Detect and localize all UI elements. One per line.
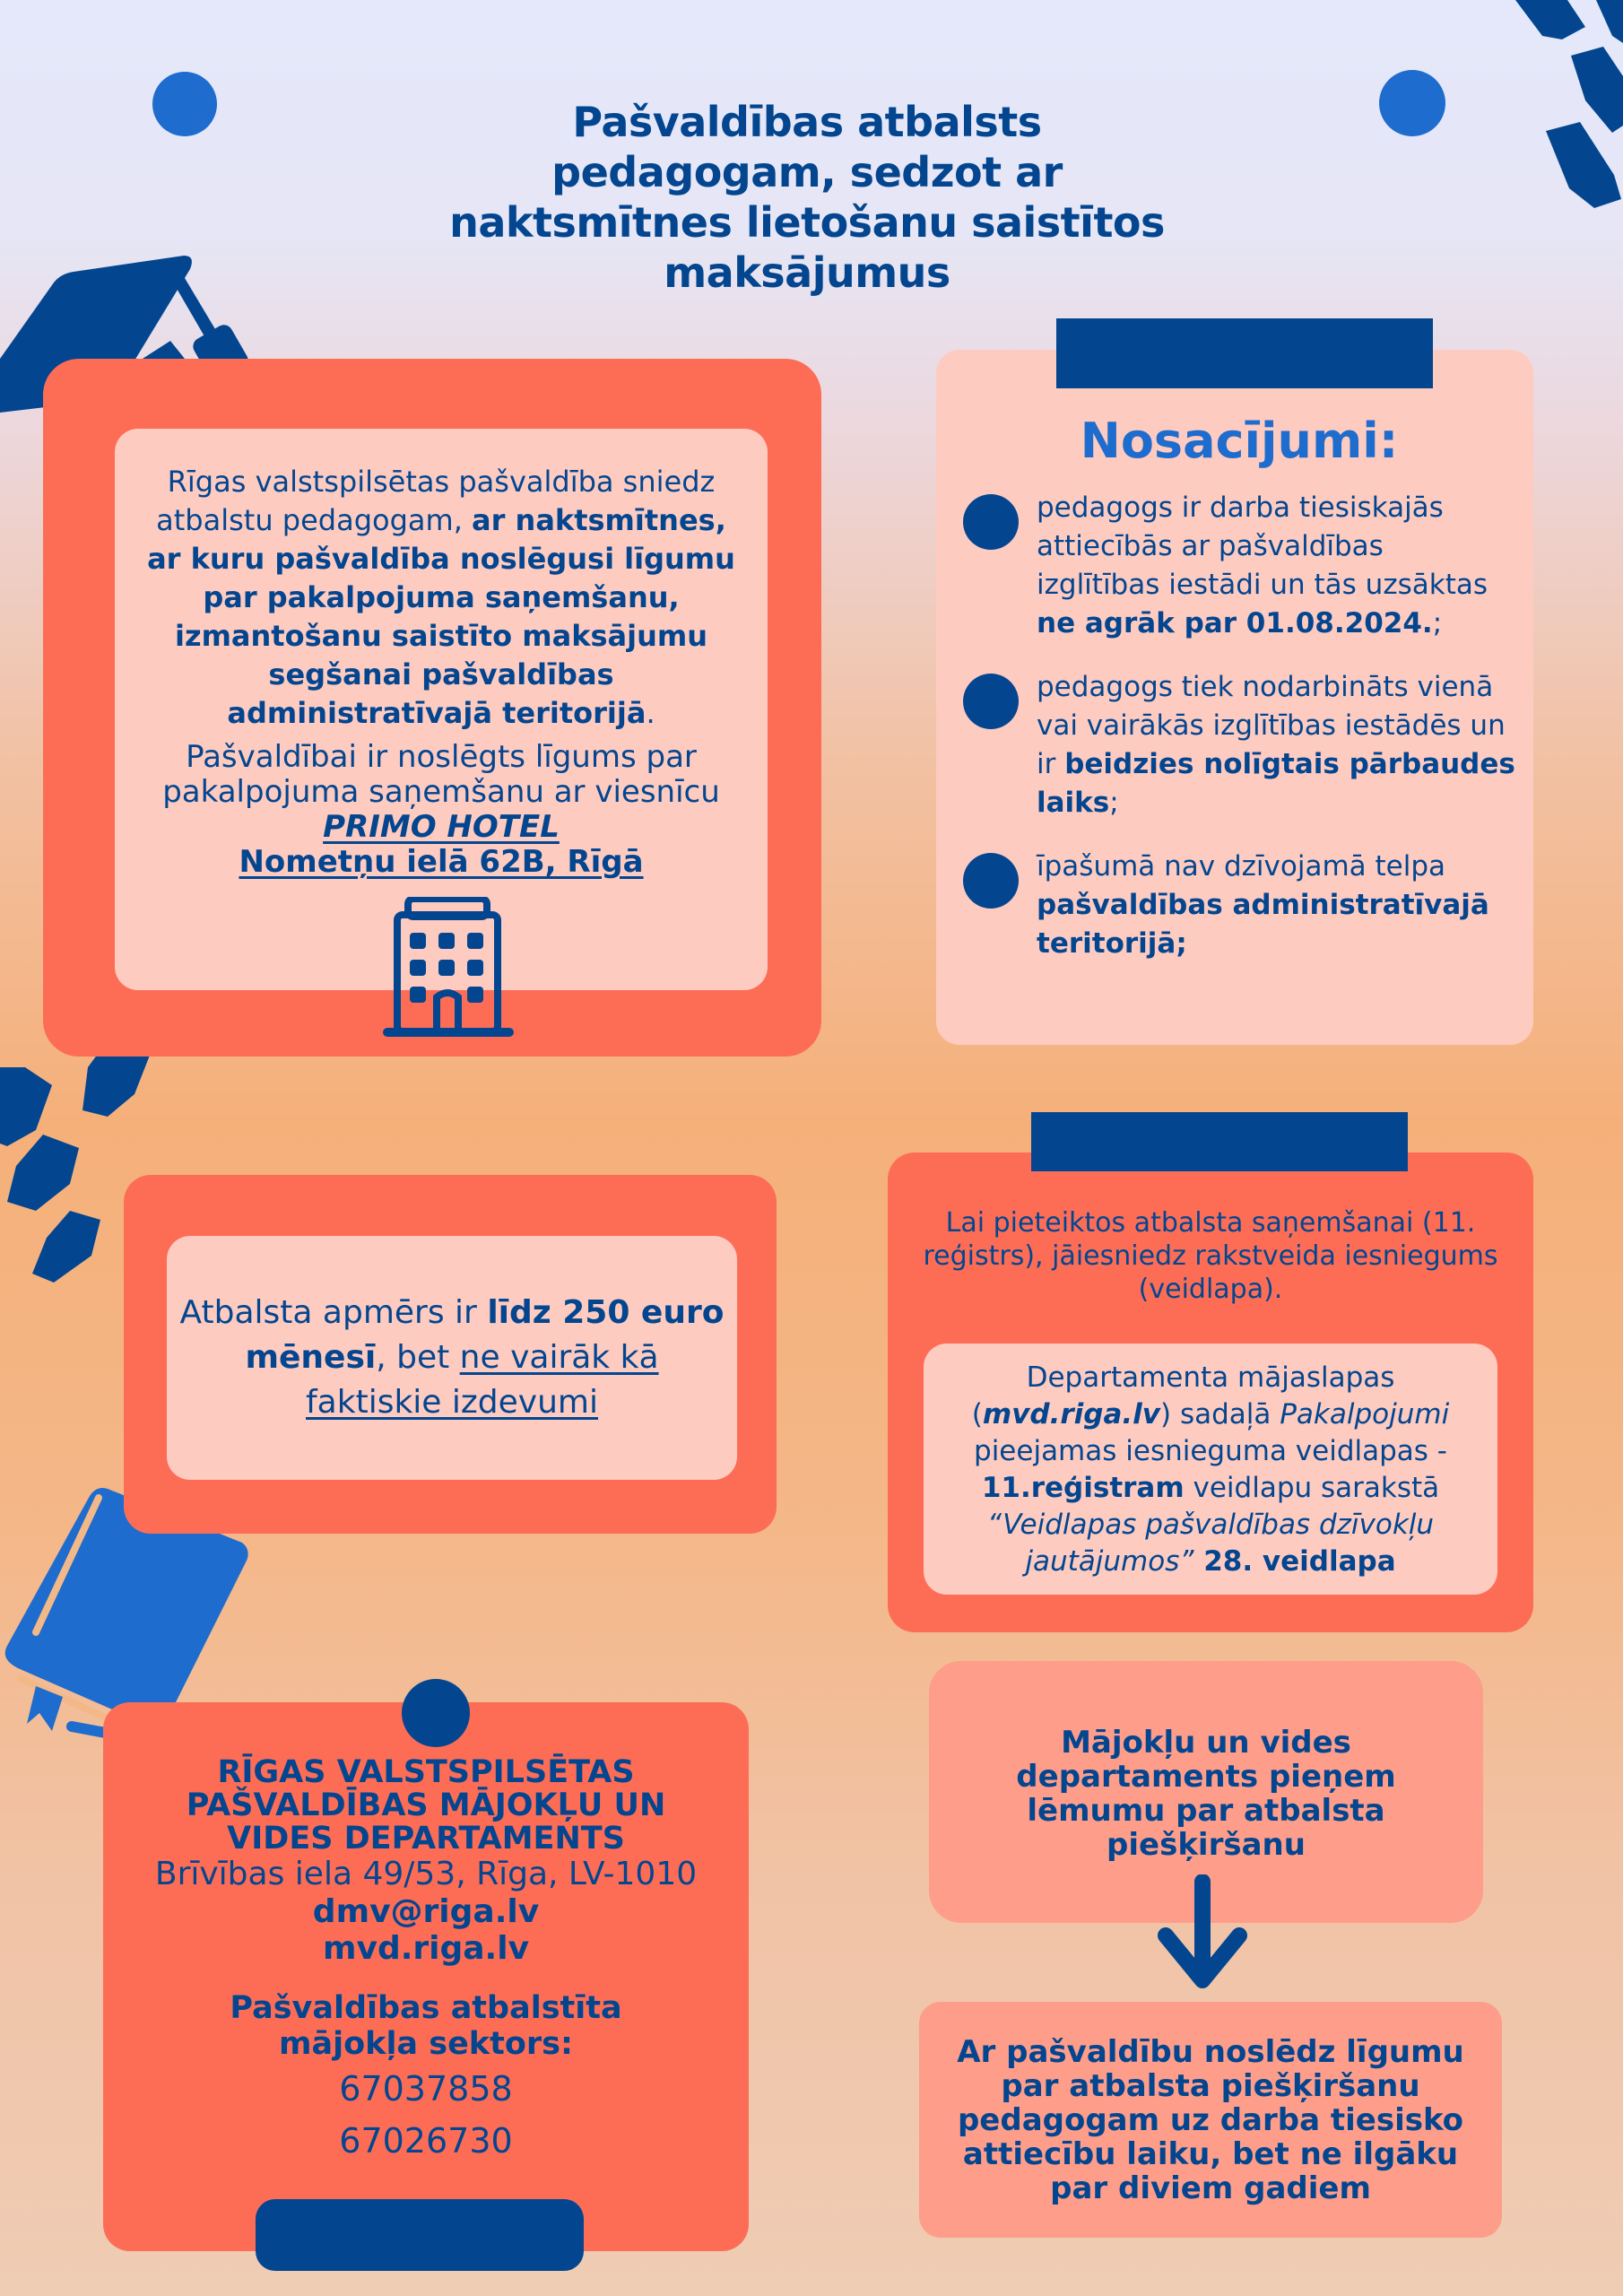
flow-step-agreement: Ar pašvaldību noslēdz līgumu par atbalsta piešķiršanu pedagogam uz darba tiesisko attiecību laiku, bet ne ilgāku par diviem gadiem bbox=[919, 2002, 1502, 2238]
arrow-down-icon bbox=[1153, 1874, 1252, 1991]
hotel-address-link[interactable]: Nometņu ielā 62B, Rīgā bbox=[239, 844, 644, 880]
hotel-paragraph: Pašvaldībai ir noslēgts līgums par pakalpojuma saņemšanu ar viesnīcu PRIMO HOTEL Nometņu ielā 62B, Rīgā bbox=[162, 739, 720, 880]
amount-text: Atbalsta apmērs ir līdz 250 euro mēnesī, bet ne vairāk kā faktiskie izdevumi bbox=[179, 1294, 725, 1421]
decorative-dot bbox=[402, 1679, 470, 1747]
website-link[interactable]: mvd.riga.lv bbox=[982, 1398, 1160, 1431]
title-line: pedagogam, sedzot ar bbox=[551, 148, 1063, 196]
decorative-dot-right bbox=[1379, 70, 1445, 136]
address: Brīvības iela 49/53, Rīga, LV-1010 bbox=[154, 1856, 698, 1892]
title-line: naktsmītnes lietošanu saistītos bbox=[449, 198, 1165, 247]
flow-step-decision: Mājokļu un vides departaments pieņem lēmumu par atbalsta piešķiršanu bbox=[929, 1661, 1483, 1923]
title-line: maksājumus bbox=[664, 248, 950, 297]
decorative-bar bbox=[256, 2199, 584, 2271]
intro-paragraph: Rīgas valstspilsētas pašvaldība sniedz atbalstu pedagogam, ar naktsmītnes, ar kuru pašvaldība noslēgusi līgumu par pakalpojuma saņemšanu, izmantošanu saistīto maksājumu segšanai pašvaldības administratīvajā teritorijā. bbox=[147, 465, 735, 730]
conditions-card bbox=[936, 350, 1533, 1045]
hotel-building-icon bbox=[379, 897, 518, 1040]
application-instructions bbox=[924, 1344, 1497, 1595]
organization-name: RĪGAS VALSTSPILSĒTAS PAŠVALDĪBAS MĀJOKĻU UN VIDES DEPARTAMENTS bbox=[186, 1754, 666, 1857]
tape-decoration bbox=[1056, 318, 1433, 388]
bullet-dot-icon bbox=[963, 674, 1019, 729]
email-link[interactable]: dmv@riga.lv bbox=[312, 1893, 540, 1930]
tape-decoration bbox=[1031, 1112, 1408, 1171]
contact-card bbox=[103, 1702, 749, 2251]
phone-number[interactable]: 67037858 bbox=[339, 2069, 513, 2109]
bullet-dot-icon bbox=[963, 494, 1019, 550]
instructions-text: Departamenta mājaslapas (mvd.riga.lv) sadaļā Pakalpojumi pieejamas iesnieguma veidlapas - 11.reģistram veidlapu sarakstā “Veidlapas pašvaldības dzīvokļu jautājumos” 28. veidlapa bbox=[971, 1361, 1450, 1578]
website-link[interactable]: mvd.riga.lv bbox=[322, 1930, 530, 1967]
page-title bbox=[359, 97, 1255, 298]
bullet-dot-icon bbox=[963, 853, 1019, 909]
brush-strokes-top-right-icon bbox=[1506, 0, 1623, 215]
condition-item: īpašumā nav dzīvojamā telpa pašvaldības administratīvajā teritorijā; bbox=[963, 848, 1515, 963]
sector-label: Pašvaldības atbalstīta mājokļa sektors: bbox=[230, 1990, 622, 2062]
conditions-title: Nosacījumi: bbox=[1080, 413, 1399, 469]
title-line: Pašvaldības atbalsts bbox=[572, 98, 1042, 146]
condition-item: pedagogs ir darba tiesiskajās attiecībās ar pašvaldības izglītības iestādi un tās uzsāktas ne agrāk par 01.08.2024.; bbox=[963, 489, 1515, 643]
condition-item: pedagogs tiek nodarbināts vienā vai vairākās izglītības iestādēs un ir beidzies nolīgtais pārbaudes laiks; bbox=[963, 668, 1515, 822]
phone-number[interactable]: 67026730 bbox=[339, 2121, 513, 2161]
amount-card bbox=[167, 1236, 737, 1480]
decorative-dot-left bbox=[152, 72, 217, 136]
application-intro: Lai pieteiktos atbalsta saņemšanai (11. reģistrs), jāiesniedz rakstveida iesniegums (veidlapa). bbox=[923, 1207, 1498, 1305]
hotel-name-link[interactable]: PRIMO HOTEL bbox=[323, 809, 560, 845]
